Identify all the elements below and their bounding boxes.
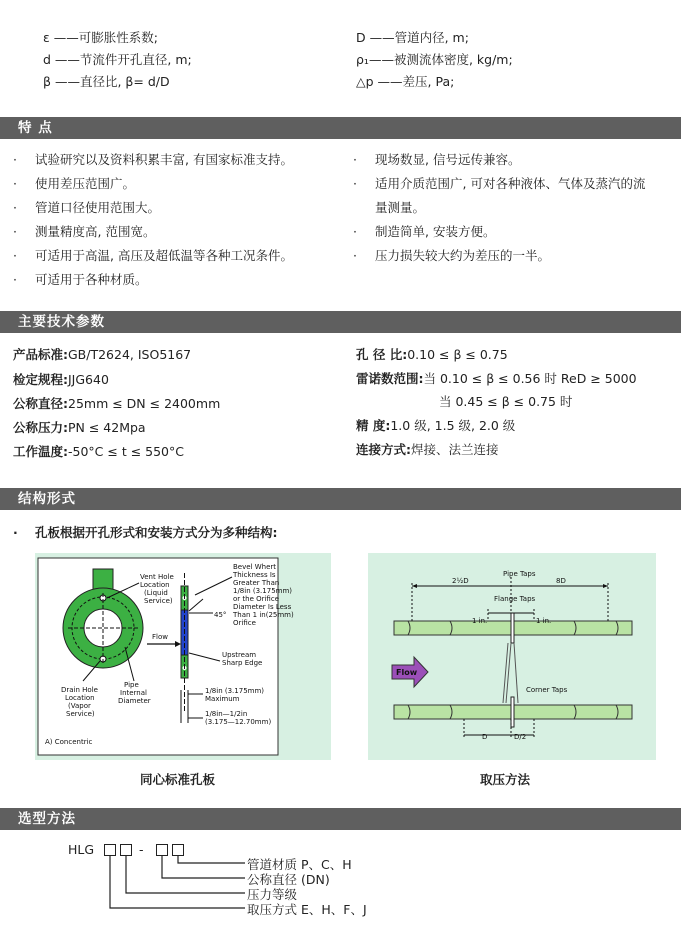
drain-label: Drain Hole — [61, 686, 98, 694]
bullet: · — [353, 176, 357, 191]
bevel-label: Bevel Whert — [233, 563, 277, 571]
svg-text:Maximum: Maximum — [205, 695, 240, 703]
spec-label: 精 度: — [356, 418, 391, 433]
selection-item-diameter: 公称直径 (DN) — [247, 872, 330, 887]
dim-8d: 8D — [556, 577, 566, 585]
concentric-label: A) Concentric — [45, 738, 93, 746]
spec-value: -50°C ≤ t ≤ 550°C — [68, 444, 184, 459]
spec-label: 产品标准: — [13, 347, 68, 362]
spec-row — [13, 394, 220, 412]
spec-label: 工作温度: — [13, 444, 68, 459]
spec-label: 检定规程: — [13, 372, 68, 387]
svg-text:Internal: Internal — [120, 689, 147, 697]
bullet: · — [13, 176, 17, 191]
dim-range-label: 1/8in—1/2in — [205, 710, 248, 718]
spec-row — [356, 369, 637, 387]
svg-text:Than 1 in(25mm): Than 1 in(25mm) — [233, 611, 294, 619]
spec-row — [356, 345, 508, 363]
svg-text:or the Orifice: or the Orifice — [233, 595, 279, 603]
svg-text:Diameter: Diameter — [118, 697, 151, 705]
svg-text:Diameter Is Less: Diameter Is Less — [233, 603, 292, 611]
figure-taps-panel — [368, 553, 656, 760]
feature-item: · 管道口径使用范围大。 — [13, 200, 161, 215]
bullet: · — [13, 272, 17, 287]
one-in-right: 1 in. — [536, 617, 552, 625]
bullet: · — [13, 152, 17, 167]
feature-item: · 试验研究以及资料积累丰富, 有国家标准支持。 — [13, 152, 293, 167]
selection-leader-lines — [100, 855, 260, 917]
svg-text:(Vapor: (Vapor — [68, 702, 91, 710]
figure-caption-taps: 取压方法 — [480, 772, 531, 787]
svg-text:1/8in (3.175mm): 1/8in (3.175mm) — [233, 587, 293, 595]
feature-item-continued: 量测量。 — [375, 200, 426, 215]
symbol-epsilon: ε ——可膨胀性系数; — [43, 30, 158, 45]
spec-value: PN ≤ 42Mpa — [68, 420, 146, 435]
concentric-labels — [35, 553, 331, 760]
spec-row — [356, 440, 499, 458]
bullet: · — [353, 224, 357, 239]
spec-row — [356, 416, 515, 434]
spec-value: GB/T2624, ISO5167 — [68, 347, 192, 362]
feature-item: · 适用介质范围广, 可对各种液体、气体及蒸汽的流 — [353, 176, 646, 191]
svg-text:(3.175—12.70mm): (3.175—12.70mm) — [205, 718, 272, 726]
spec-value: 25mm ≤ DN ≤ 2400mm — [68, 396, 221, 411]
feature-item: · 制造简单, 安装方便。 — [353, 224, 496, 239]
angle-label: 45° — [214, 611, 227, 619]
spec-row — [13, 370, 109, 388]
feature-item: · 压力损失较大约为差压的一半。 — [353, 248, 551, 263]
spec-label: 连接方式: — [356, 442, 411, 457]
section-bar-selection: 选型方法 — [0, 808, 681, 830]
selection-item-pressure: 压力等级 — [247, 887, 298, 902]
spec-value: 0.10 ≤ β ≤ 0.75 — [407, 347, 508, 362]
spec-value: JJG640 — [68, 372, 109, 387]
bullet: · — [13, 525, 18, 540]
spec-row-continued: 当 0.45 ≤ β ≤ 0.75 时 — [439, 394, 573, 409]
section-bar-structure: 结构形式 — [0, 488, 681, 510]
feature-item: · 使用差压范围广。 — [13, 176, 136, 191]
spec-value: 焊接、法兰连接 — [411, 442, 499, 457]
upstream-label: Upstream — [222, 651, 257, 659]
spec-row — [13, 418, 146, 436]
one-in-left: 1 in. — [472, 617, 488, 625]
spec-row — [13, 345, 191, 363]
taps-labels — [368, 553, 656, 760]
symbol-dp: △p ——差压, Pa; — [356, 74, 455, 89]
symbol-d: d ——节流件开孔直径, m; — [43, 52, 192, 67]
symbol-rho: ρ₁——被测流体密度, kg/m; — [356, 52, 513, 67]
feature-item: · 测量精度高, 范围宽。 — [13, 224, 156, 239]
section-bar-specs: 主要技术参数 — [0, 311, 681, 333]
svg-text:Sharp Edge: Sharp Edge — [222, 659, 263, 667]
bullet: · — [353, 248, 357, 263]
feature-item: · 可适用于高温, 高压及超低温等各种工况条件。 — [13, 248, 293, 263]
svg-text:Orifice: Orifice — [233, 619, 256, 627]
bullet: · — [353, 152, 357, 167]
spec-value: 当 0.10 ≤ β ≤ 0.56 时 ReD ≥ 5000 — [423, 371, 637, 386]
svg-text:Service): Service) — [144, 597, 173, 605]
vent-label: Vent Hole — [140, 573, 174, 581]
figure-concentric-panel — [35, 553, 331, 760]
spec-label: 雷诺数范围: — [356, 371, 424, 386]
model-code: HLG — [68, 842, 95, 857]
feature-item: · 现场数显, 信号远传兼容。 — [353, 152, 521, 167]
bullet: · — [13, 200, 17, 215]
flange-taps-label: Flange Taps — [494, 595, 536, 603]
bullet: · — [13, 248, 17, 263]
pipe-label: Pipe — [124, 681, 139, 689]
spec-label: 公称压力: — [13, 420, 68, 435]
flow-label: Flow — [152, 633, 168, 641]
svg-text:Service): Service) — [66, 710, 95, 718]
dim-2-5d: 2½D — [452, 577, 469, 585]
svg-text:Greater Than: Greater Than — [233, 579, 280, 587]
svg-text:Location: Location — [140, 581, 170, 589]
selection-item-taps: 取压方式 E、H、F、J — [247, 902, 367, 917]
flow-label: Flow — [396, 668, 418, 677]
spec-label: 公称直径: — [13, 396, 68, 411]
dim-d-half: D/2 — [514, 733, 527, 741]
section-bar-features: 特 点 — [0, 117, 681, 139]
spec-label: 孔 径 比: — [356, 347, 408, 362]
corner-taps-label: Corner Taps — [526, 686, 568, 694]
feature-item: · 可适用于各种材质。 — [13, 272, 148, 287]
svg-text:Thickness Is: Thickness Is — [233, 571, 276, 579]
svg-text:(Liquid: (Liquid — [144, 589, 168, 597]
selection-item-material: 管道材质 P、C、H — [247, 857, 352, 872]
symbol-beta: β ——直径比, β= d/D — [43, 74, 170, 89]
code-dash: - — [139, 842, 144, 857]
pipe-taps-label: Pipe Taps — [503, 570, 536, 578]
bullet: · — [13, 224, 17, 239]
dim-d: D — [482, 733, 488, 741]
symbol-D: D ——管道内径, m; — [356, 30, 469, 45]
spec-value: 1.0 级, 1.5 级, 2.0 级 — [390, 418, 516, 433]
figure-caption-concentric: 同心标准孔板 — [140, 772, 216, 787]
dim-max-label: 1/8in (3.175mm) — [205, 687, 265, 695]
svg-text:Location: Location — [65, 694, 95, 702]
spec-row — [13, 442, 184, 460]
structure-intro: · 孔板根据开孔形式和安装方式分为多种结构: — [13, 525, 278, 540]
